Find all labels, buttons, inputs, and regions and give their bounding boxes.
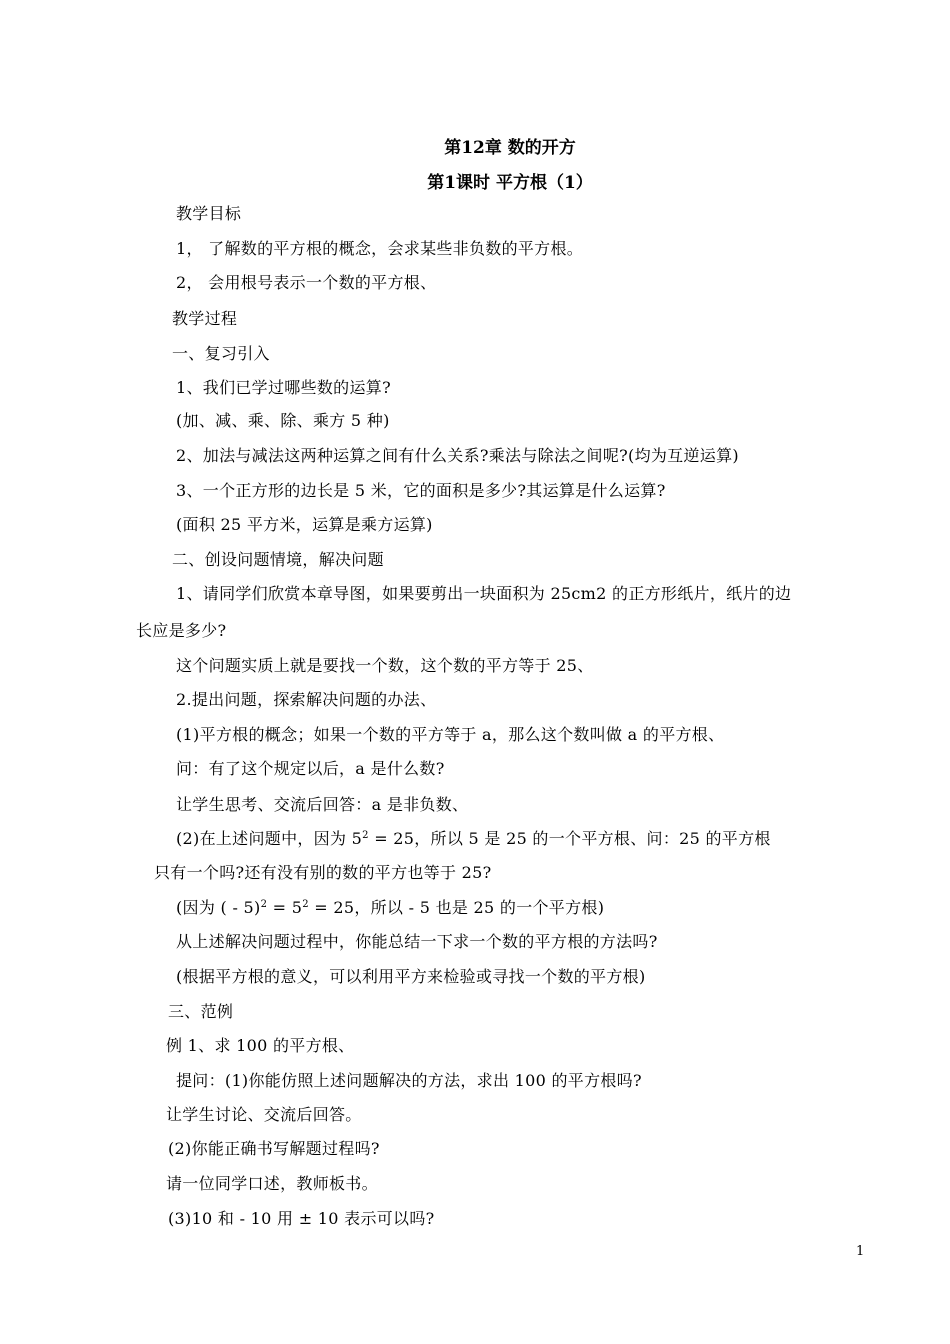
text-line: 1、请同学们欣赏本章导图，如果要剪出一块面积为 25cm2 的正方形纸片，纸片的边 [176, 584, 792, 603]
text-line: 2.提出问题，探索解决问题的办法、 [176, 690, 437, 709]
text-segment: = 25，所以 5 是 25 的一个平方根、问：25 的平方根 [368, 829, 771, 848]
chapter-title: 第12章 数的开方 [444, 138, 576, 158]
text-line: 2、加法与减法这两种运算之间有什么关系?乘法与除法之间呢?(均为互逆运算) [176, 446, 739, 465]
lesson-title: 第1课时 平方根（1） [427, 173, 593, 193]
superscript: 2 [260, 899, 268, 910]
text-segment: = 25，所以 - 5 也是 25 的一个平方根) [308, 898, 605, 917]
text-line: 从上述解决问题过程中，你能总结一下求一个数的平方根的方法吗? [176, 932, 658, 951]
text-line: 让学生讨论、交流后回答。 [166, 1105, 362, 1124]
text-line: 提问：(1)你能仿照上述问题解决的方法，求出 100 的平方根吗? [176, 1071, 642, 1090]
text-line [176, 897, 604, 919]
text-line: 长应是多少? [136, 621, 227, 640]
text-line: 问：有了这个规定以后，a 是什么数? [176, 759, 445, 778]
text-segment: (2)在上述问题中，因为 5 [176, 829, 363, 848]
section-heading: 三、范例 [168, 1002, 234, 1021]
page-number: 1 [856, 1244, 865, 1259]
text-line: 教学目标 [176, 204, 242, 223]
text-line: 1， 了解数的平方根的概念，会求某些非负数的平方根。 [176, 239, 584, 258]
text-line: (根据平方根的意义，可以利用平方来检验或寻找一个数的平方根) [176, 967, 646, 986]
text-line: 只有一个吗?还有没有别的数的平方也等于 25? [154, 863, 492, 882]
text-line: (3)10 和 - 10 用 ± 10 表示可以吗? [168, 1209, 435, 1228]
text-line: 让学生思考、交流后回答：a 是非负数、 [176, 795, 469, 814]
text-line: (2)你能正确书写解题过程吗? [168, 1139, 380, 1158]
text-line: 1、我们已学过哪些数的运算? [176, 378, 391, 397]
text-line: (面积 25 平方米，运算是乘方运算) [176, 515, 433, 534]
text-line: (1)平方根的概念；如果一个数的平方等于 a，那么这个数叫做 a 的平方根、 [176, 725, 725, 744]
text-line: 教学过程 [172, 309, 238, 328]
text-segment: (因为 ( - 5) [176, 898, 261, 917]
section-heading: 二、创设问题情境，解决问题 [172, 550, 384, 569]
superscript: 2 [302, 899, 309, 910]
text-line [176, 828, 771, 850]
text-segment: = 5 [267, 898, 303, 917]
text-line: 2， 会用根号表示一个数的平方根、 [176, 273, 437, 292]
text-line: 3、一个正方形的边长是 5 米，它的面积是多少?其运算是什么运算? [176, 481, 666, 500]
section-heading: 一、复习引入 [172, 344, 270, 363]
text-line: (加、减、乘、除、乘方 5 种) [176, 411, 390, 430]
text-line: 这个问题实质上就是要找一个数，这个数的平方等于 25、 [176, 656, 594, 675]
superscript: 2 [362, 830, 369, 841]
text-line: 请一位同学口述，教师板书。 [166, 1174, 378, 1193]
text-line: 例 1、求 100 的平方根、 [166, 1036, 355, 1055]
